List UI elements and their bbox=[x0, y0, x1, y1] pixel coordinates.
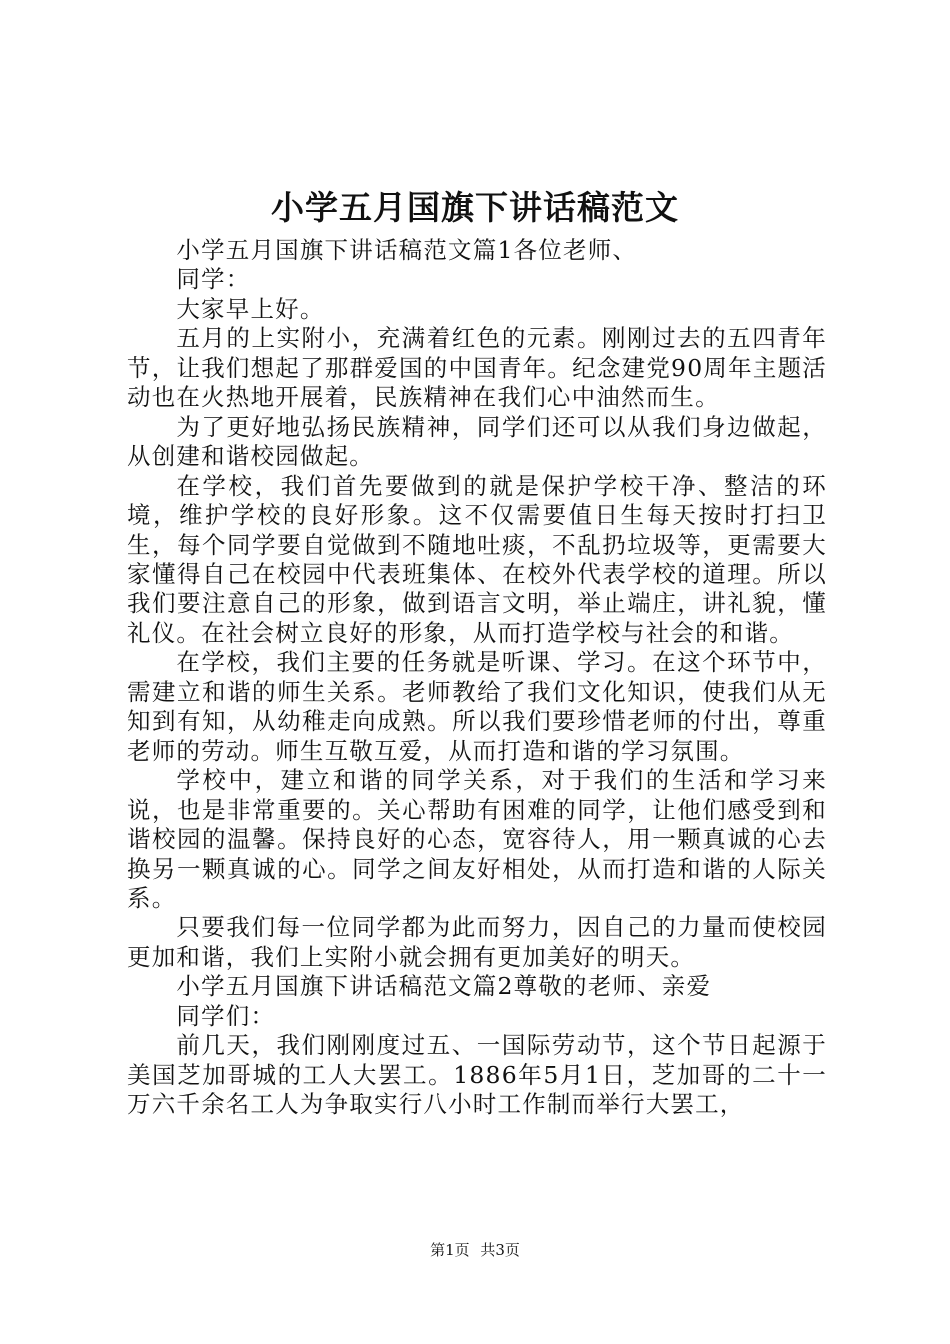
paragraph: 只要我们每一位同学都为此而努力，因自己的力量而使校园更加和谐，我们上实附小就会拥有更加美好的明天。 bbox=[127, 913, 827, 971]
document-body bbox=[127, 236, 827, 1120]
paragraph: 五月的上实附小，充满着红色的元素。刚刚过去的五四青年节，让我们想起了那群爱国的中国青年。纪念建党90周年主题活动也在火热地开展着，民族精神在我们心中油然而生。 bbox=[127, 324, 827, 412]
paragraph: 前几天，我们刚刚度过五、一国际劳动节，这个节日起源于美国芝加哥城的工人大罢工。1886年5月1日，芝加哥的二十一万六千余名工人为争取实行八小时工作制而举行大罢工， bbox=[127, 1031, 827, 1119]
document-title: 小学五月国旗下讲话稿范文 bbox=[271, 188, 679, 227]
paragraph: 学校中，建立和谐的同学关系，对于我们的生活和学习来说，也是非常重要的。关心帮助有困难的同学，让他们感受到和谐校园的温馨。保持良好的心态，宽容待人，用一颗真诚的心去换另一颗真诚的心。同学之间友好相处，从而打造和谐的人际关系。 bbox=[127, 766, 827, 912]
paragraph: 在学校，我们主要的任务就是听课、学习。在这个环节中，需建立和谐的师生关系。老师教给了我们文化知识，使我们从无知到有知，从幼稚走向成熟。所以我们要珍惜老师的付出，尊重老师的劳动。师生互敬互爱，从而打造和谐的学习氛围。 bbox=[127, 648, 827, 765]
paragraph: 大家早上好。 bbox=[176, 294, 325, 323]
paragraph: 为了更好地弘扬民族精神，同学们还可以从我们身边做起，从创建和谐校园做起。 bbox=[127, 412, 827, 471]
paragraph: 同学： bbox=[176, 265, 251, 294]
page-total: 共3页 bbox=[480, 1241, 520, 1259]
paragraph: 在学校，我们首先要做到的就是保护学校干净、整洁的环境，维护学校的良好形象。这不仅需要值日生每天按时打扫卫生，每个同学要自觉做到不随地吐痰，不乱扔垃圾等，更需要大家懂得自己在校园中代表班集体、在校外代表学校的道理。所以我们要注意自己的形象，做到语言文明，举止端庄，讲礼貌，懂礼仪。在社会树立良好的形象，从而打造学校与社会的和谐。 bbox=[127, 471, 827, 647]
paragraph: 小学五月国旗下讲话稿范文篇1各位老师、 bbox=[176, 236, 638, 264]
page-footer bbox=[0, 1240, 950, 1260]
paragraph: 小学五月国旗下讲话稿范文篇2尊敬的老师、亲爱 bbox=[176, 972, 712, 1001]
page-number: 第1页 bbox=[430, 1241, 470, 1259]
paragraph: 同学们： bbox=[176, 1001, 276, 1030]
